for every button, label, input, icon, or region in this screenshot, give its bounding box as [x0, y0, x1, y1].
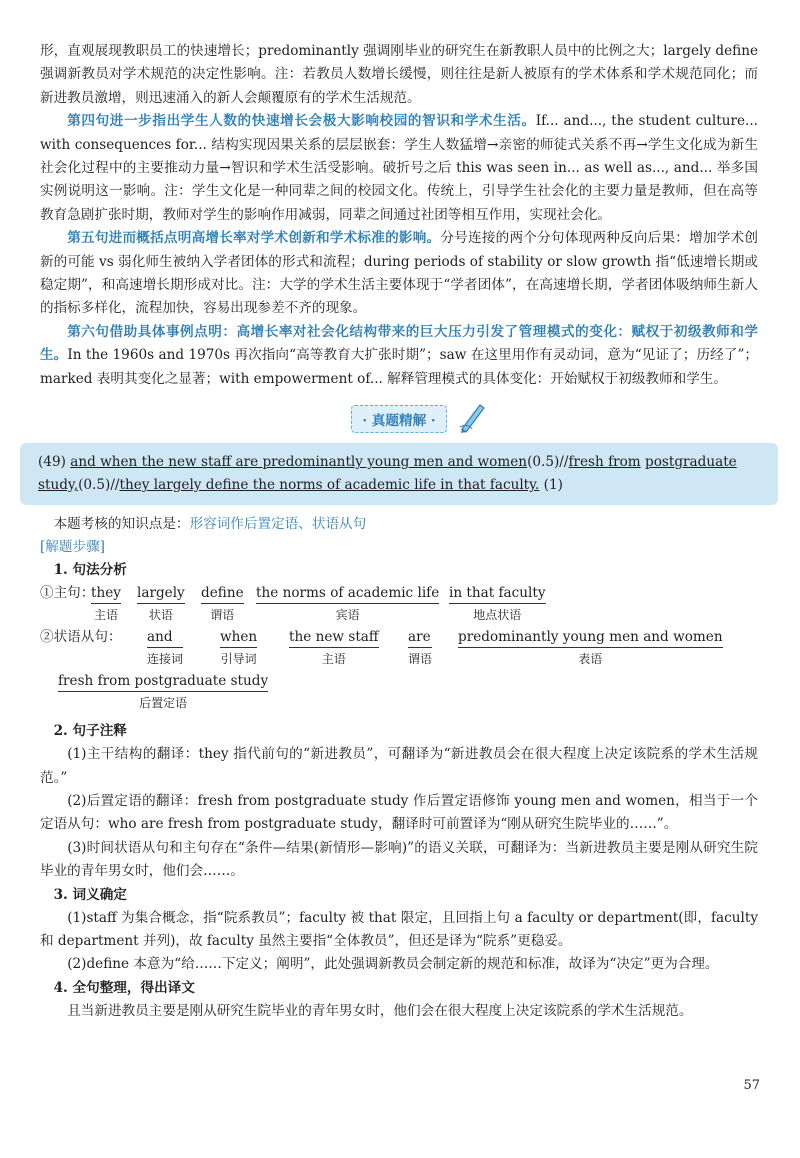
sentence-score-3: (1)	[543, 477, 563, 494]
paragraph-2	[40, 110, 758, 227]
exam-sentence-box	[20, 443, 778, 505]
paragraph-2-highlight: 第四句进一步指出学生人数的快速增长会极大影响校园的智识和学术生活。	[67, 113, 536, 130]
sentence-score-1: (0.5)//	[527, 454, 569, 471]
final-translation: 且当新进教员主要是刚从研究生院毕业的青年男女时，他们会在很大程度上决定该院系的学术生活规范。	[67, 1002, 693, 1019]
paragraph-3	[40, 227, 758, 321]
page-content	[40, 40, 758, 1023]
word-norms: the norms of academic life 宾语	[256, 585, 440, 623]
steps-title: [解题步骤]	[40, 539, 105, 556]
section-4-title: 4. 全句整理，得出译文	[53, 979, 195, 996]
sentence-part-2b: postgraduate study,	[38, 454, 737, 494]
note-3-2: (2)define 本意为“给……下定义；阐明”，此处强调新教员会制定新的规范和标准，故译为“决定”更为合理。	[67, 956, 719, 973]
word-they: they 主语	[91, 585, 121, 623]
sentence-part-3: they largely define the norms of academic life in that faculty.	[119, 477, 540, 494]
word-new-staff: the new staff 主语	[289, 629, 379, 667]
paragraph-2-text: If... and..., the student culture... with consequences for... 结构实现因果关系的层层嵌套：学生人数猛增→亲密的师徒式关系不再→学生文化成为新生社会化过程中的主要推动力量→智识和学术生活受影响。破折号之后 this was seen in... as well as..., and... 举多国实例说明这一影响。注：学生文化是一种同辈之间的校园文化。传统上，引导学生社会化的主要力量是教师，但在高等教育急剧扩张时期，教师对学生的影响作用减弱，同辈之间通过社团等相互作用，实现社会化。	[40, 113, 759, 223]
section-3-title: 3. 词义确定	[53, 886, 127, 903]
knowledge-points	[40, 513, 758, 536]
word-predominantly: predominantly young men and women 表语	[458, 629, 723, 667]
sentence-score-2: (0.5)//	[78, 477, 120, 494]
knowledge-prefix: 本题考核的知识点是：	[53, 516, 190, 533]
page-number: 57	[743, 1078, 760, 1093]
word-and: and 连接词	[147, 629, 184, 667]
word-when: when 引导词	[220, 629, 258, 667]
paragraph-4-highlight: 第六句借助具体事例点明：高增长率对社会化结构带来的巨大压力引发了管理模式的变化：赋权于初级教师和学生。	[40, 323, 758, 364]
knowledge-topics: 形容词作后置定语、状语从句	[189, 516, 367, 533]
section-1-title: 1. 句法分析	[53, 562, 127, 579]
paragraph-3-text: 分号连接的两个分句体现两种反向后果：增加学术创新的可能 vs 弱化师生被纳入学者团体的形式和流程；during periods of stability or slow growth 指“低速增长期或稳定期”，和高速增长期形成对比。注：大学的学术生活主要体现于“学者团体”，在高速增长期，学者团体吸纳师生新人的指标多样化，流程加快，容易出现参差不齐的现象。	[40, 230, 759, 317]
sentence-number: (49)	[38, 454, 66, 471]
section-2-title: 2. 句子注释	[53, 723, 127, 740]
note-3-1: (1)staff 为集合概念，指“院系教员”；faculty 被 that 限定，且回指上句 a faculty or department(即，faculty 和 department 并列)，故 faculty 虽然主要指“全体教员”，但还是译为“院系”更稳妥。	[40, 909, 758, 949]
syntax-analysis	[40, 582, 758, 720]
banner-label: · 真题精解 ·	[351, 405, 446, 433]
note-2-1: (1)主干结构的翻译：they 指代前句的“新进教员”，可翻译为“新进教员会在很大程度上决定该院系的学术生活规范。”	[40, 746, 758, 786]
word-are: are 谓语	[408, 629, 433, 667]
pen-icon	[458, 401, 488, 433]
word-define: define 谓语	[201, 585, 244, 623]
paragraph-4	[40, 321, 758, 391]
sentence-part-1: and when the new staff are predominantly young men and women	[70, 454, 528, 471]
word-largely: largely 状语	[137, 585, 185, 623]
note-2-3: (3)时间状语从句和主句存在“条件—结果(新情形—影响)”的语义关联，可翻译为：当新进教员主要是刚从研究生院毕业的青年男女时，他们会……。	[40, 839, 758, 880]
section-banner	[40, 401, 758, 435]
adverbial-clause-label: ②状语从句：	[40, 629, 122, 646]
word-fresh-from: fresh from postgraduate study 后置定语	[58, 673, 269, 711]
sentence-part-2a: fresh from	[568, 454, 641, 471]
paragraph-4-text: In the 1960s and 1970s 再次指向“高等教育大扩张时期”；saw 在这里用作有灵动词，意为“见证了；历经了”；marked 表明其变化之显著；with empowerment of... 解释管理模式的具体变化：开始赋权于初级教师和学生。	[40, 347, 759, 387]
paragraph-1: 形，直观展现教职员工的快速增长；predominantly 强调刚毕业的研究生在新教职人员中的比例之大；largely define 强调新教员对学术规范的决定性影响。注：若教员人数增长缓慢，则往往是新人被原有的学术体系和学术规范同化；而新进教员激增，则迅速涌入的新人会颠覆原有的学术生活规范。	[40, 43, 758, 106]
paragraph-3-highlight: 第五句进而概括点明高增长率对学术创新和学术标准的影响。	[67, 230, 441, 247]
word-faculty: in that faculty 地点状语	[449, 585, 546, 623]
main-clause-label: ①主句：	[40, 585, 95, 602]
note-2-2: (2)后置定语的翻译：fresh from postgraduate study 作后置定语修饰 young men and women，相当于一个定语从句：who are fresh from postgraduate study，翻译时可前置译为“刚从研究生院毕业的……”。	[40, 792, 758, 833]
